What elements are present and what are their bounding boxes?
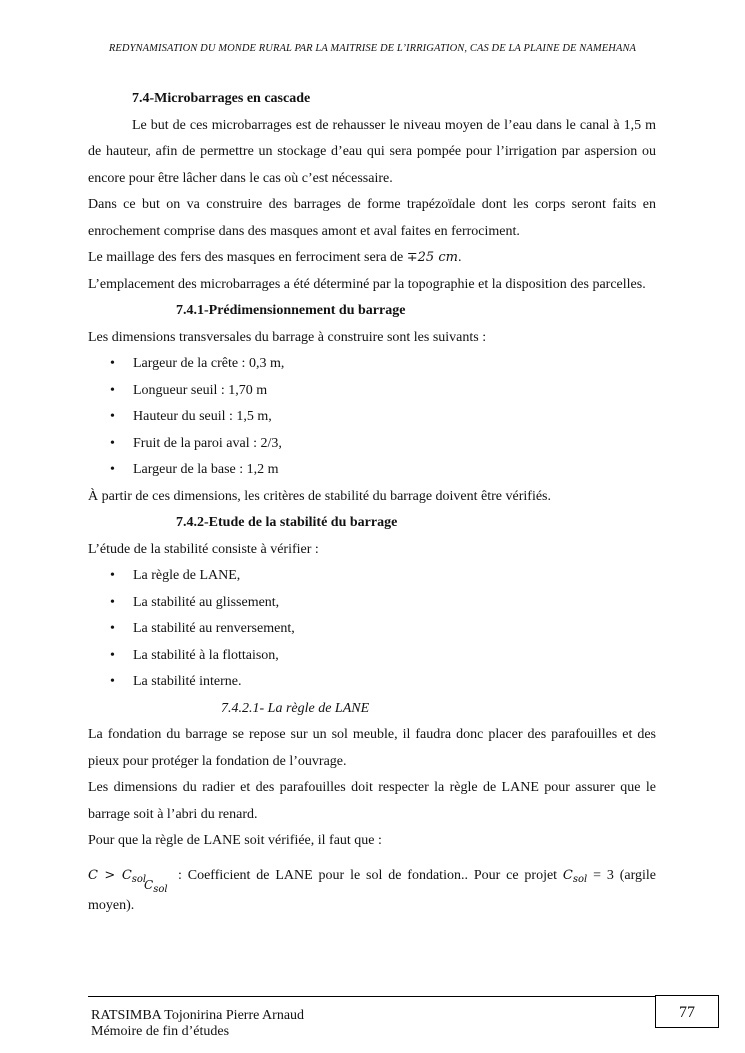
- formula-subscript: sol: [131, 873, 147, 885]
- list-item: [88, 616, 656, 643]
- list-item-text: Longueur seuil : 1,70 m: [133, 382, 268, 398]
- math-mesh-size: ∓25 cm: [406, 250, 458, 265]
- paragraph-mesh: [88, 245, 656, 272]
- list-item: [88, 404, 656, 431]
- project-c: C: [562, 867, 573, 883]
- list-item-text: La stabilité à la flottaison,: [133, 647, 279, 663]
- list-item: [88, 590, 656, 617]
- bullet-icon: •: [110, 594, 115, 610]
- list-item-text: Largeur de la crête : 0,3 m,: [133, 356, 285, 371]
- list-item: [88, 643, 656, 670]
- paragraph: Dans ce but on va construire des barrages de forme trapézoïdale dont les corps seront faits en enrochement comprise dans des masques amont et aval faites en ferrociment.: [88, 197, 656, 239]
- formula-lhs: C > C: [88, 867, 132, 883]
- list-item: [88, 431, 656, 458]
- paragraph-text: Le maillage des fers des masques en ferrociment sera de: [88, 250, 407, 265]
- csol-letter: C: [144, 877, 154, 892]
- list-item: [88, 669, 656, 696]
- list-item-text: La stabilité au glissement,: [133, 594, 280, 610]
- paragraph: L’emplacement des microbarrages a été déterminé par la topographie et la disposition des parcelles.: [88, 276, 646, 292]
- list-item: [88, 378, 656, 405]
- csol-subscript: sol: [153, 883, 168, 895]
- paragraph: La fondation du barrage se repose sur un sol meuble, il faudra donc placer des parafouilles et des pieux pour protéger la fondation de l’ouvrage.: [88, 727, 656, 769]
- punctuation: .: [457, 250, 462, 265]
- list-item-text: Fruit de la paroi aval : 2/3,: [133, 435, 282, 451]
- footer-subtitle: Mémoire de fin d’études: [91, 1024, 230, 1039]
- formula-description: : Coefficient de LANE pour le sol de fondation.. Pour ce projet: [177, 867, 563, 883]
- paragraph: Le but de ces microbarrages est de rehausser le niveau moyen de l’eau dans le canal à 1,5 m de hauteur, afin de permettre un stockage d’eau qui sera pompée pour l’irrigation par aspersion ou encore pour être lâcher dans le cas où c’est nécessaire.: [88, 117, 656, 186]
- paragraph: L’étude de la stabilité consiste à vérifier :: [88, 541, 319, 557]
- list-item-text: La règle de LANE,: [133, 568, 241, 583]
- section-title-7-4-1: 7.4.1-Prédimensionnement du barrage: [176, 303, 406, 318]
- lane-formula-line: [88, 863, 656, 919]
- bullet-icon: •: [110, 435, 115, 451]
- page-content: [88, 86, 656, 919]
- list-item: [88, 457, 656, 484]
- dimension-list: [88, 351, 656, 484]
- footer-author-block: [91, 1008, 304, 1040]
- list-item: [88, 351, 656, 378]
- bullet-icon: •: [110, 568, 115, 583]
- list-item-text: La stabilité interne.: [133, 674, 242, 689]
- footer-divider: [88, 996, 656, 997]
- running-header: REDYNAMISATION DU MONDE RURAL PAR LA MAITRISE DE L’IRRIGATION, CAS DE LA PLAINE DE NAMEHANA: [108, 43, 637, 54]
- paragraph: Les dimensions transversales du barrage à construire sont les suivants :: [88, 329, 487, 345]
- paragraph: Pour que la règle de LANE soit vérifiée, il faut que :: [88, 833, 382, 848]
- list-item-text: Largeur de la base : 1,2 m: [133, 462, 279, 477]
- bullet-icon: •: [110, 647, 115, 663]
- list-item: [88, 563, 656, 590]
- section-title-7-4: 7.4-Microbarrages en cascade: [132, 91, 311, 106]
- paragraph: À partir de ces dimensions, les critères de stabilité du barrage doivent être vérifiés.: [88, 488, 551, 504]
- bullet-icon: •: [110, 382, 115, 398]
- bullet-icon: •: [110, 621, 115, 636]
- section-title-7-4-2-1: 7.4.2.1- La règle de LANE: [221, 700, 370, 716]
- bullet-icon: •: [110, 674, 115, 689]
- bullet-icon: •: [110, 356, 115, 371]
- csol-label: [144, 879, 168, 896]
- paragraph: Les dimensions du radier et des parafouilles doit respecter la règle de LANE pour assurer que le barrage soit à l’abri du renard.: [88, 780, 656, 822]
- page-number: 77: [655, 995, 719, 1028]
- project-subscript: sol: [572, 873, 588, 885]
- stability-list: [88, 563, 656, 696]
- section-title-7-4-2: 7.4.2-Etude de la stabilité du barrage: [176, 515, 398, 530]
- list-item-text: La stabilité au renversement,: [133, 621, 295, 636]
- bullet-icon: •: [110, 409, 115, 424]
- list-item-text: Hauteur du seuil : 1,5 m,: [133, 409, 272, 424]
- footer-author: RATSIMBA Tojonirina Pierre Arnaud: [91, 1008, 305, 1023]
- bullet-icon: •: [110, 462, 115, 477]
- project-value: = 3 (argile moyen).: [88, 867, 656, 913]
